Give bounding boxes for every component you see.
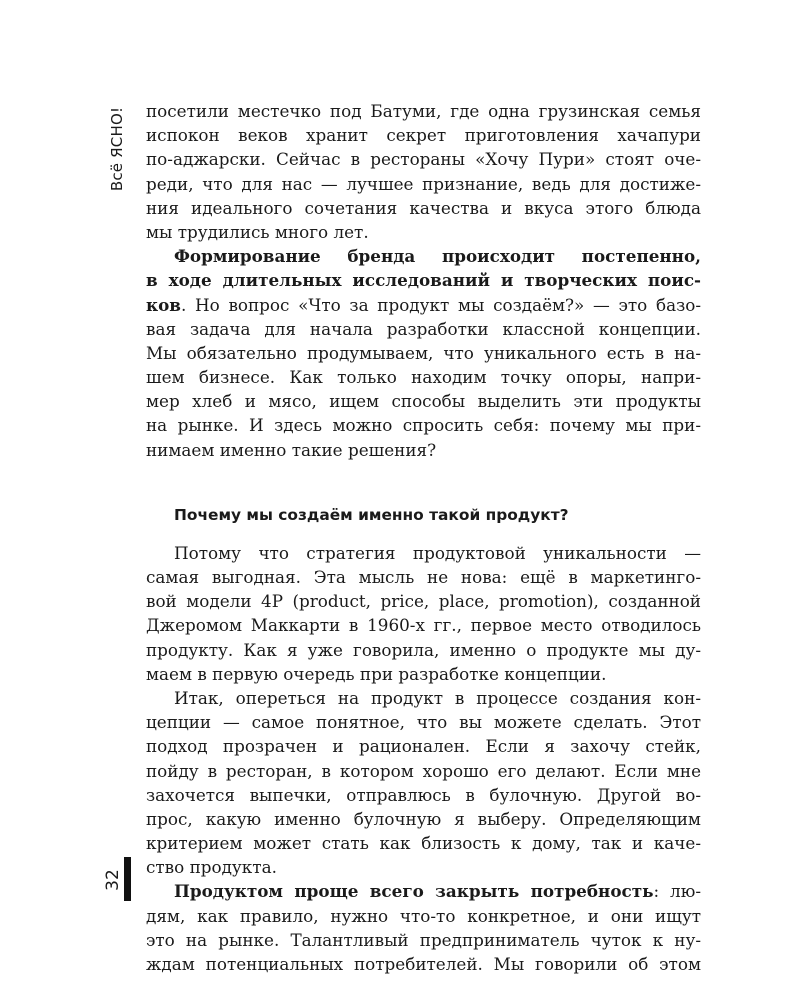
text-line: подход прозрачен и рационален. Если я захочу стейк,: [146, 736, 701, 757]
text-line: Итак, опереться на продукт в процессе создания кон-: [174, 687, 701, 708]
bold-text-line: в ходе длительных исследований и творческих поис-: [146, 270, 701, 291]
text-line: посетили местечко под Батуми, где одна грузинская семья: [146, 101, 701, 121]
bold-text-line: Формирование бренда происходит постепенно,: [174, 246, 701, 267]
text-line: пойду в ресторан, в котором хорошо его делают. Если мне: [146, 760, 701, 781]
text-line: вая задача для начала разработки классной концепции.: [146, 318, 701, 339]
text-line: на рынке. И здесь можно спросить себя: почему мы при-: [146, 415, 701, 436]
text-line: критерием может стать как близость к дому, так и каче-: [146, 833, 701, 854]
mixed-text-line: [146, 879, 701, 903]
text-line: реди, что для нас — лучшее признание, ведь для достиже-: [146, 173, 701, 194]
paragraph-product-reliance: [146, 686, 701, 880]
text-line: маем в первую очередь при разработке концепции.: [146, 663, 607, 684]
paragraph-brand-formation: [146, 244, 701, 462]
section-heading: Почему мы создаём именно такой продукт?: [174, 505, 569, 524]
text-line: мер хлеб и мясо, ищем способы выделить эти продукты: [146, 391, 701, 412]
text-line: нимаем именно такие решения?: [146, 439, 437, 460]
paragraph-needs: [146, 879, 701, 976]
bold-fragment: ков: [146, 294, 181, 315]
text-line: испокон веков хранит секрет приготовления хачапури: [146, 125, 701, 146]
page-number: [100, 867, 126, 893]
text-line: шем бизнесе. Как только находим точку опоры, напри-: [146, 367, 701, 388]
regular-fragment: : лю-: [653, 881, 702, 902]
text-line: самая выгодная. Эта мысль не нова: ещё в маркетинго-: [146, 567, 701, 587]
paragraph-continuation: [146, 99, 701, 244]
page-number-text: 32: [102, 869, 123, 891]
mixed-text-line: [146, 293, 701, 317]
text-line: Мы обязательно продумываем, что уникального есть в на-: [146, 342, 701, 363]
text-line: ждам потенциальных потребителей. Мы говорили об этом: [146, 954, 701, 974]
text-line: вой модели 4P (product, price, place, promotion), созданной: [146, 591, 701, 612]
page-number-block: [100, 855, 134, 905]
text-line: Джеромом Маккарти в 1960-х гг., первое место отводилось: [146, 615, 701, 636]
text-line: это на рынке. Талантливый предприниматель чуток к ну-: [146, 929, 701, 950]
text-line: дям, как правило, нужно что-то конкретное, и они ищут: [146, 905, 701, 926]
text-line: прос, какую именно булочную я выберу. Определяющим: [146, 808, 701, 829]
running-book-title-text: Всё ЯСНО!: [108, 106, 126, 192]
text-line: по-аджарски. Сейчас в рестораны «Хочу Пури» стоят оче-: [146, 149, 701, 170]
paragraph-strategy: [146, 541, 701, 686]
text-line: цепции — самое понятное, что вы можете сделать. Этот: [146, 712, 701, 733]
text-line: мы трудились много лет.: [146, 221, 369, 242]
page-body: [146, 99, 701, 976]
text-line: захочется выпечки, отправлюсь в булочную. Другой во-: [146, 784, 701, 805]
bold-fragment: Продуктом проще всего закрыть потребность: [174, 881, 654, 902]
text-line: продукту. Как я уже говорила, именно о продукте мы ду-: [146, 639, 701, 660]
running-book-title: [104, 104, 130, 194]
text-line: Потому что стратегия продуктовой уникальности —: [174, 542, 701, 563]
page-number-bar: [124, 857, 131, 901]
regular-fragment: . Но вопрос «Что за продукт мы создаём?» — это базо-: [180, 294, 701, 315]
text-line: ния идеального сочетания качества и вкуса этого блюда: [146, 197, 701, 218]
text-line: ство продукта.: [146, 857, 277, 878]
